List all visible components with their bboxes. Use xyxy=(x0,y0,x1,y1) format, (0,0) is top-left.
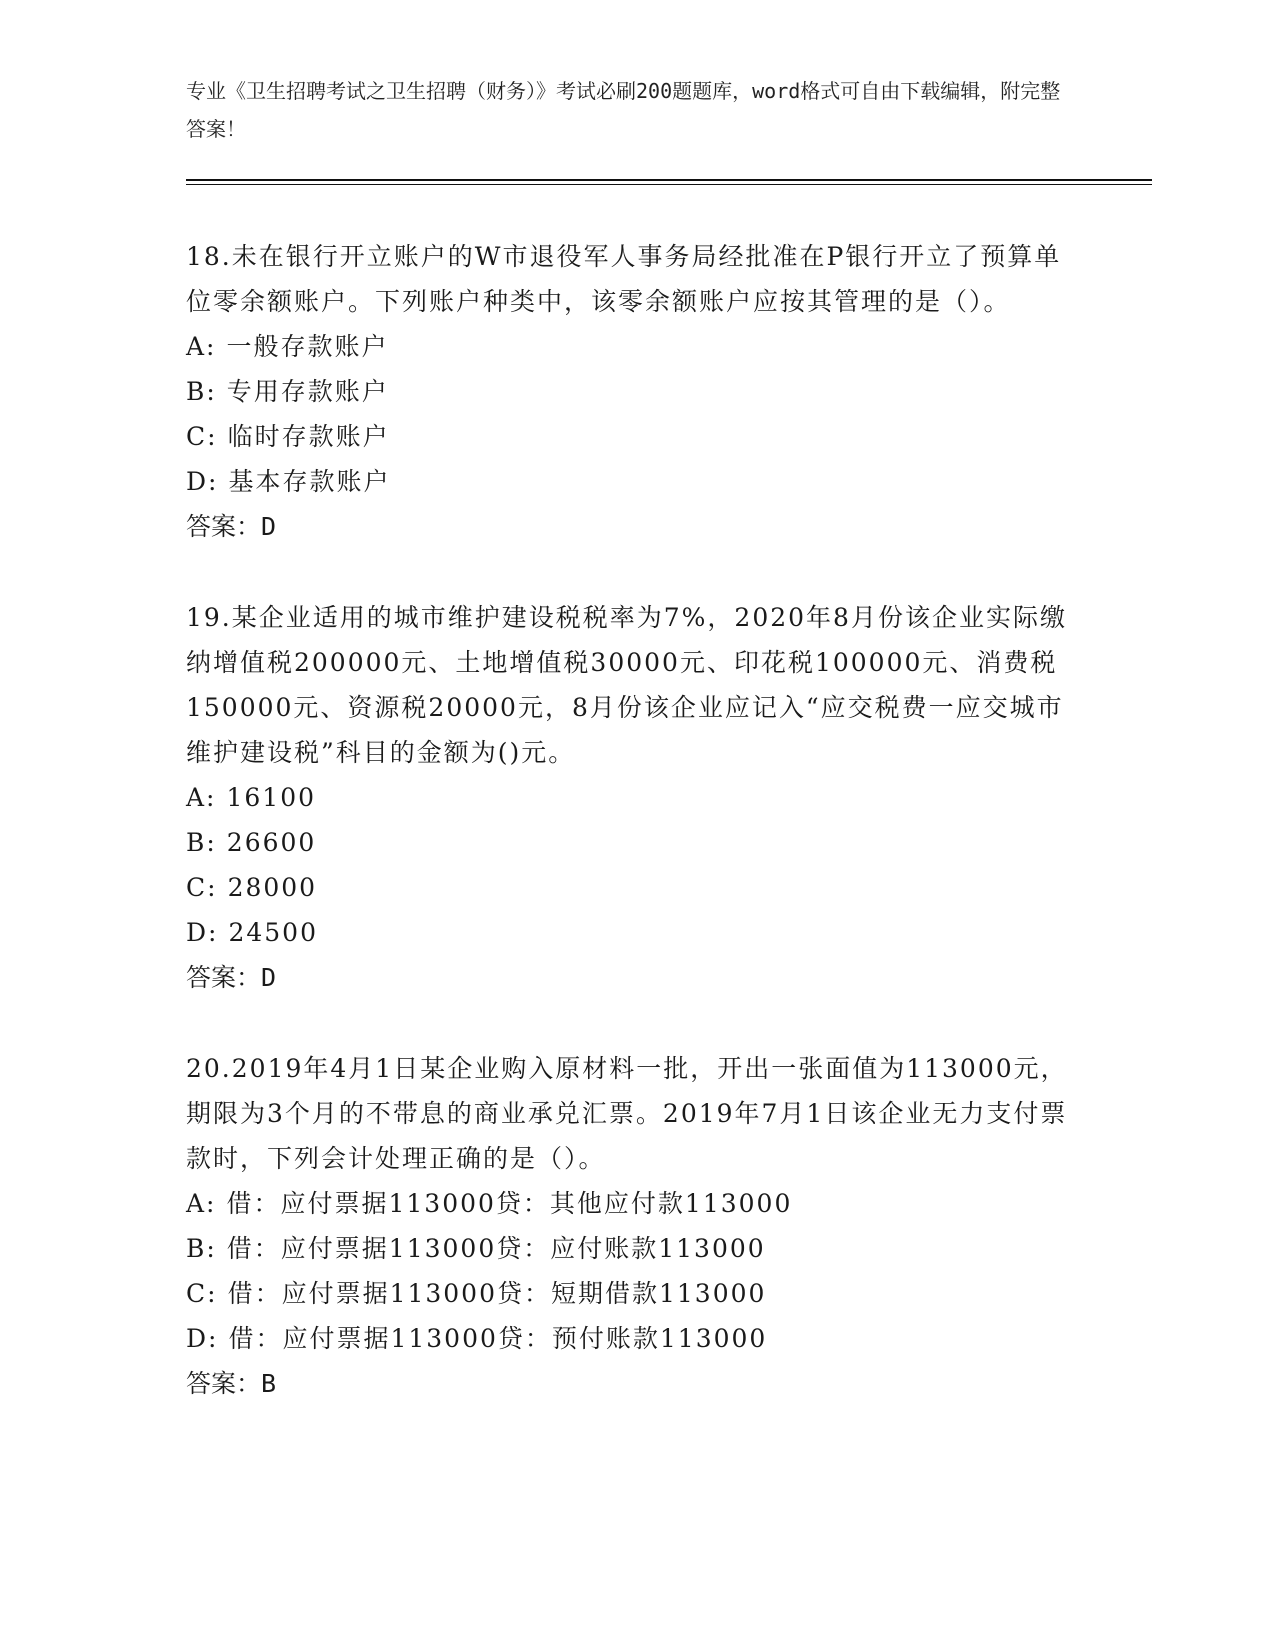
option-d xyxy=(186,459,1086,504)
option-text: 一般存款账户 xyxy=(226,332,389,361)
question-stem: 19.某企业适用的城市维护建设税税率为7%，2020年8月份该企业实际缴纳增值税200000元、土地增值税30000元、印花税100000元、消费税150000元、资源税20000元，8月份该企业应记入“应交税费一应交城市维护建设税”科目的金额为()元。 xyxy=(186,603,1067,767)
option-c xyxy=(186,865,1086,910)
option-text: 临时存款账户 xyxy=(227,422,390,451)
option-c xyxy=(186,414,1086,459)
option-letter: D: xyxy=(186,1324,219,1353)
option-c xyxy=(186,1271,1086,1316)
option-letter: A: xyxy=(186,332,217,361)
answer-line: 答案：D xyxy=(186,512,277,541)
header-divider-thick xyxy=(186,179,1152,181)
option-text: 26600 xyxy=(226,828,317,857)
option-letter: A: xyxy=(186,783,217,812)
option-text: 基本存款账户 xyxy=(228,467,391,496)
answer-line: 答案：B xyxy=(186,1369,277,1398)
option-list xyxy=(186,324,1086,504)
option-letter: B: xyxy=(186,828,217,857)
option-a xyxy=(186,324,1086,369)
option-text: 借：应付票据113000贷：短期借款113000 xyxy=(227,1279,767,1308)
option-text: 借：应付票据113000贷：预付账款113000 xyxy=(228,1324,768,1353)
option-d xyxy=(186,910,1086,955)
option-text: 16100 xyxy=(226,783,317,812)
option-b xyxy=(186,1226,1086,1271)
option-b xyxy=(186,369,1086,414)
option-letter: C: xyxy=(186,422,218,451)
option-list xyxy=(186,1181,1086,1361)
option-b xyxy=(186,820,1086,865)
option-a xyxy=(186,775,1086,820)
option-text: 专用存款账户 xyxy=(226,377,389,406)
header-divider-thin xyxy=(186,184,1152,185)
option-list xyxy=(186,775,1086,955)
question-19 xyxy=(186,595,1086,1000)
option-text: 借：应付票据113000贷：其他应付款113000 xyxy=(226,1189,793,1218)
question-stem: 18.未在银行开立账户的W市退役军人事务局经批准在P银行开立了预算单位零余额账户。下列账户种类中，该零余额账户应按其管理的是（）。 xyxy=(186,242,1062,316)
option-letter: C: xyxy=(186,873,218,902)
option-text: 24500 xyxy=(228,918,318,947)
question-stem: 20.2019年4月1日某企业购入原材料一批，开出一张面值为113000元，期限为3个月的不带息的商业承兑汇票。2019年7月1日该企业无力支付票款时，下列会计处理正确的是（）。 xyxy=(186,1054,1068,1173)
question-18 xyxy=(186,234,1086,549)
question-20 xyxy=(186,1046,1086,1406)
option-letter: D: xyxy=(186,467,219,496)
answer-line: 答案：D xyxy=(186,963,277,992)
option-letter: A: xyxy=(186,1189,217,1218)
question-list xyxy=(186,234,1086,1406)
option-letter: C: xyxy=(186,1279,218,1308)
option-letter: B: xyxy=(186,377,217,406)
option-letter: D: xyxy=(186,918,219,947)
option-letter: B: xyxy=(186,1234,217,1263)
option-text: 28000 xyxy=(227,873,318,902)
option-d xyxy=(186,1316,1086,1361)
option-text: 借：应付票据113000贷：应付账款113000 xyxy=(226,1234,766,1263)
option-a xyxy=(186,1181,1086,1226)
document-header: 专业《卫生招聘考试之卫生招聘（财务）》考试必刷200题题库，word格式可自由下载编辑，附完整答案！ xyxy=(186,79,1061,141)
